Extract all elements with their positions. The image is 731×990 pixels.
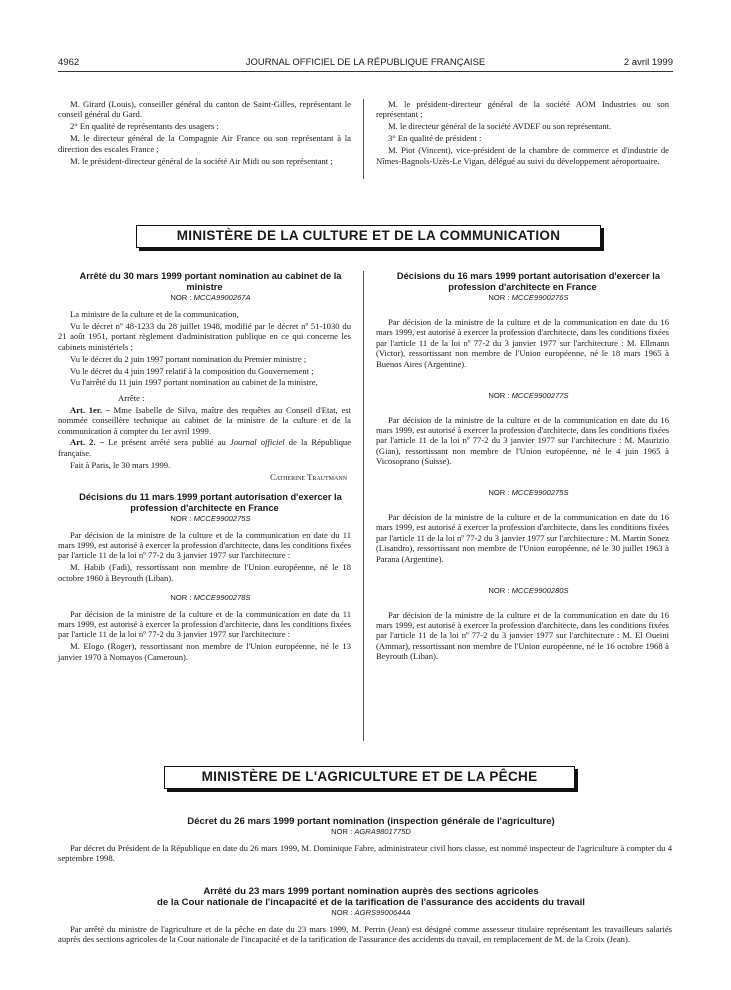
paragraph: Vu le décret nº 48-1233 du 28 juillet 1948, modifié par le décret nº 51-1030 du 21 août 1951, portant règlement d'administration publique en ce qui concerne les cabinets ministériels ;	[58, 320, 351, 352]
agriculture-decret	[58, 816, 672, 865]
paragraph: M. le président-directeur général de la société AOM Industries ou son représentant ;	[376, 99, 669, 120]
nor-reference	[376, 293, 669, 303]
nor-label: NOR :	[488, 293, 510, 302]
decret-title: Décret du 26 mars 1999 portant nomination (inspection générale de l'agriculture)	[187, 816, 555, 827]
paragraph: Vu l'arrêté du 11 juin 1997 portant nomination au cabinet de la ministre,	[70, 377, 318, 388]
nor-label: NOR :	[170, 293, 192, 302]
continuation-left-column	[58, 99, 351, 167]
decisions-title: Décisions du 16 mars 1999 portant autorisation d'exercer la profession d'architecte en France	[396, 271, 661, 292]
nor-code: MCCE9900277S	[511, 390, 569, 400]
decision-person: M. Habib (Fadi), ressortissant non membre de l'Union européenne, né le 18 octobre 1960 à Beyrouth (Liban).	[58, 562, 351, 583]
culture-left-column	[58, 271, 351, 664]
nor-label: NOR :	[170, 513, 192, 523]
nor-code: AGRA9801775D	[354, 827, 411, 836]
paragraph: M. le directeur général de la société AVDEF ou son représentant.	[388, 121, 612, 132]
nor-label: NOR :	[331, 908, 353, 917]
issue-date: 2 avril 1999	[623, 57, 673, 68]
signature: Catherine Trautmann	[270, 471, 347, 482]
paragraph: M. le directeur général de la Compagnie Air France ou son représentant à la direction des escales France ;	[58, 133, 351, 154]
column-divider	[363, 271, 364, 741]
nor-reference	[376, 488, 669, 498]
nor-label: NOR :	[170, 592, 192, 602]
decret-text: Par décret du Président de la République en date du 26 mars 1999, M. Dominique Fabre, administrateur civil hors classe, est nommé inspecteur de l'agriculture à compter du 4 septembre 1998.	[58, 843, 672, 864]
nor-code: MCCE9900280S	[511, 585, 569, 595]
paragraph: La ministre de la culture et de la communication,	[70, 309, 239, 319]
arrete-title: Arrêté du 30 mars 1999 portant nomination au cabinet de la ministre	[79, 271, 342, 292]
nor-reference	[58, 293, 351, 303]
nor-code: MCCE9900275S	[193, 513, 251, 523]
nor-code: MCCE9900278S	[193, 592, 251, 602]
nor-reference	[58, 593, 351, 603]
arrete-word: Arrête :	[118, 392, 145, 403]
nor-label: NOR :	[331, 827, 353, 836]
page-number: 4962	[58, 57, 80, 68]
column-divider	[363, 99, 364, 179]
decision-text: Par décision de la ministre de la culture et de la communication en date du 16 mars 1999, est autorisé à exercer la profession d'architecte, dans les conditions fixées par l'article 11 de la loi nº 77-2 du 3 janvier 1977 sur l'architecture : M. Ellmann (Victor), ressortissant non membre de l'Union européenne, né le 18 mars 1965 à Buenos Aires (Argentine).	[376, 317, 669, 369]
continuation-section	[58, 99, 672, 181]
nor-label: NOR :	[488, 488, 510, 498]
journal-name: Journal officiel	[229, 437, 285, 448]
decision-text: Par décision de la ministre de la culture et de la communication en date du 11 mars 1999, est autorisé à exercer la profession d'architecte, dans les conditions fixées par l'article 11 de la loi nº 77-2 du 3 janvier 1977 sur l'architecture :	[58, 529, 351, 561]
arrete-title-line-1: Arrêté du 23 mars 1999 portant nomination auprès des sections agricoles	[203, 886, 539, 897]
continuation-right-column	[376, 99, 669, 167]
arrete-text: Par arrêté du ministre de l'agriculture et de la pêche en date du 23 mars 1999, M. Perrin (Jean) est désigné comme assesseur titulaire représentant les travailleurs salariés auprès des sections agricoles de la Cour nationale de l'incapacité et de la tarification de l'assurance des accidents du travail, en remplacement de M. de la Croix (Jean).	[58, 924, 672, 945]
decisions-title: Décisions du 11 mars 1999 portant autorisation d'exercer la profession d'architecte en France	[79, 491, 342, 513]
article-label: Art. 1er. –	[70, 404, 110, 415]
paragraph: Vu le décret du 2 juin 1997 portant nomination du Premier ministre ;	[70, 353, 307, 364]
culture-right-column	[376, 271, 669, 663]
article-text: de la République française.	[58, 437, 352, 458]
article-2	[58, 437, 351, 458]
decision-text: Par décision de la ministre de la culture et de la communication en date du 11 mars 1999, est autorisé à exercer la profession d'architecte, dans les conditions fixées par l'article 11 de la loi nº 77-2 du 3 janvier 1977 sur l'architecture :	[58, 608, 351, 640]
nor-reference	[58, 908, 672, 918]
decision-text: Par décision de la ministre de la culture et de la communication en date du 16 mars 1999, est autorisé à exercer la profession d'architecte, dans les conditions fixées par l'article 11 de la loi nº 77-2 du 3 janvier 1977 sur l'architecture : M. Martin Sonez (Lisandro), ressortissant non membre de l'Union européenne, né le 30 juillet 1963 à Parana (Argentine).	[376, 512, 669, 564]
nor-code: MCCA9900267A	[193, 293, 251, 302]
ministry-agriculture-heading: MINISTÈRE DE L'AGRICULTURE ET DE LA PÊCHE	[164, 766, 575, 789]
nor-code: AGRS9900644A	[354, 908, 411, 917]
article-text: Le présent arrêté sera publié au	[108, 437, 226, 448]
page-header	[58, 57, 673, 72]
ministry-culture-heading: MINISTÈRE DE LA CULTURE ET DE LA COMMUNICATION	[136, 225, 601, 248]
paragraph: 3° En qualité de président :	[388, 133, 482, 144]
arrete-title-line-2: de la Cour nationale de l'incapacité et de la tarification de l'assurance des accidents du travail	[157, 897, 585, 908]
paragraph: M. Girard (Louis), conseiller général du canton de Saint-Gilles, représentant le conseil général du Gard.	[58, 99, 351, 120]
article-1	[58, 405, 351, 436]
nor-label: NOR :	[488, 585, 510, 595]
decision-person: M. Elogo (Roger), ressortissant non membre de l'Union européenne, né le 13 janvier 1970 à Nomayos (Cameroun).	[58, 641, 351, 662]
nor-reference	[58, 514, 351, 524]
nor-code: MCCE9900276S	[511, 293, 569, 302]
paragraph: M. le président-directeur général de la société Air Midi ou son représentant ;	[70, 155, 333, 166]
nor-code: MCCE9900275S	[511, 488, 569, 498]
nor-reference	[58, 827, 672, 837]
paragraph: M. Piot (Vincent), vice-président de la chambre de commerce et d'industrie de Nîmes-Bagnols-Uzès-Le Vigan, délégué au suivi du développement aéroportuaire.	[376, 145, 669, 166]
agriculture-arrete	[58, 886, 672, 946]
nor-label: NOR :	[488, 390, 510, 400]
decision-text: Par décision de la ministre de la culture et de la communication en date du 16 mars 1999, est autorisé à exercer la profession d'architecte, dans les conditions fixées par l'article 11 de la loi nº 77-2 du 3 janvier 1977 sur l'architecture : M. El Oueini (Ammar), ressortissant non membre de l'Union européenne, né le 16 octobre 1968 à Beyrouth (Liban).	[376, 609, 669, 662]
article-text: Mme Isabelle de Silva, maître des requêtes au Conseil d'Etat, est nommée conseillère technique au cabinet de la ministre de la culture et de la communication à compter du 1er avril 1999.	[58, 404, 351, 436]
culture-section	[58, 271, 672, 746]
paragraph: 2° En qualité de représentants des usagers :	[70, 121, 219, 132]
done-at: Fait à Paris, le 30 mars 1999.	[70, 459, 171, 470]
paragraph: Vu le décret du 4 juin 1997 relatif à la composition du Gouvernement ;	[70, 365, 314, 376]
nor-reference	[376, 586, 669, 596]
journal-title: JOURNAL OFFICIEL DE LA RÉPUBLIQUE FRANÇAISE	[245, 57, 486, 68]
decision-text: Par décision de la ministre de la culture et de la communication en date du 16 mars 1999, est autorisé à exercer la profession d'architecte, dans les conditions fixées par l'article 11 de la loi nº 77-2 du 3 janvier 1977 sur l'architecture : M. Maurizio (Gian), ressortissant non membre de l'Union européenne, né le 4 juin 1965 à Vicosoprano (Suisse).	[376, 414, 669, 467]
nor-reference	[376, 391, 669, 401]
article-label: Art. 2. –	[70, 437, 105, 448]
